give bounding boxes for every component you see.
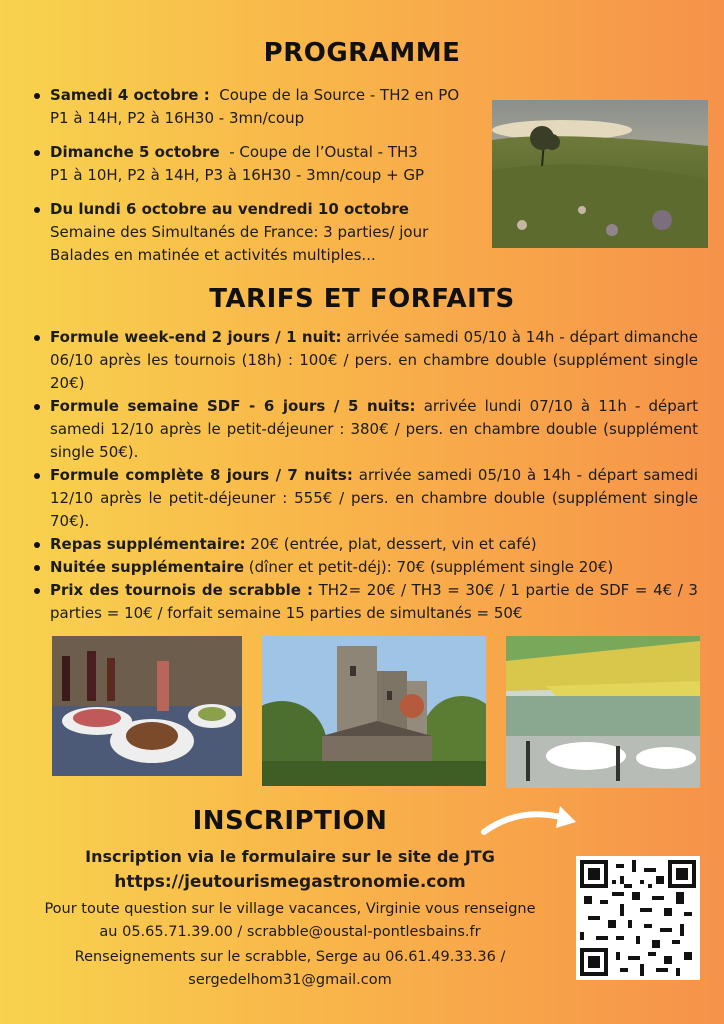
tarifs-title: TARIFS ET FORFAITS	[209, 284, 515, 314]
programme-line: Balades en matinée et activités multiples...	[50, 246, 376, 264]
programme-line: - Coupe de l’Oustal - TH3	[229, 143, 418, 161]
tarif-text: TH2= 20€ / TH3 = 30€ / 1 partie de SDF = 4€ / 3 parties = 10€ / forfait semaine 15 parties de simultanés = 50€	[50, 581, 698, 622]
landscape-photo	[492, 100, 708, 248]
inscription-url[interactable]: https://jeutourismegastronomie.com	[114, 872, 466, 892]
food-photo	[52, 636, 242, 776]
programme-item	[32, 141, 492, 187]
programme-date: Samedi 4 octobre :	[50, 86, 210, 104]
programme-date: Du lundi 6 octobre au vendredi 10 octobre	[50, 200, 409, 218]
castle-photo	[262, 636, 486, 786]
tarif-label: Formule week-end 2 jours / 1 nuit:	[50, 328, 342, 346]
tarif-label: Nuitée supplémentaire	[50, 558, 244, 576]
tarifs-list	[32, 326, 698, 625]
tarif-label: Formule complète 8 jours / 7 nuits:	[50, 466, 353, 484]
tarif-label: Prix des tournois de scrabble :	[50, 581, 313, 599]
inscription-instruction: Inscription via le formulaire sur le site de JTG	[85, 847, 495, 866]
curved-arrow-icon	[480, 800, 580, 840]
tarif-item	[32, 395, 698, 464]
programme-item	[32, 198, 492, 267]
programme-list	[32, 84, 492, 278]
tarif-text: 20€ (entrée, plat, dessert, vin et café)	[250, 535, 537, 553]
programme-title: PROGRAMME	[263, 38, 461, 68]
tarif-text: (dîner et petit-déj): 70€ (supplément single 20€)	[248, 558, 614, 576]
programme-line: P1 à 10H, P2 à 14H, P3 à 16H30 - 3mn/coup + GP	[50, 166, 425, 184]
programme-item	[32, 84, 492, 130]
tarif-label: Formule semaine SDF - 6 jours / 5 nuits:	[50, 397, 416, 415]
programme-date: Dimanche 5 octobre	[50, 143, 220, 161]
qr-code[interactable]	[576, 856, 700, 980]
tarif-item	[32, 556, 698, 579]
tarif-item	[32, 579, 698, 625]
tarif-item	[32, 326, 698, 395]
tarif-item	[32, 464, 698, 533]
terrace-photo	[506, 636, 700, 788]
tarif-text: arrivée lundi 07/10 à 11h - départ samedi 12/10 après le petit-déjeuner : 380€ / pers. en chambre double (supplément single 50€).	[50, 397, 698, 461]
tarif-item	[32, 533, 698, 556]
tarif-text: arrivée samedi 05/10 à 14h - départ dimanche 06/10 après les tournois (18h) : 100€ / pers. en chambre double (supplément single 20€)	[50, 328, 698, 392]
programme-line: Semaine des Simultanés de France: 3 parties/ jour	[50, 223, 429, 241]
programme-line: P1 à 14H, P2 à 16H30 - 3mn/coup	[50, 109, 305, 127]
inscription-title: INSCRIPTION	[192, 806, 388, 836]
contact-village: Pour toute question sur le village vacances, Virginie vous renseigne au 05.65.71.39.00 / scrabble@oustal-pontlesbains.fr	[44, 901, 536, 940]
tarif-text: arrivée samedi 05/10 à 14h - départ samedi 12/10 après le petit-déjeuner : 555€ / pers. en chambre double (supplément single 70€).	[50, 466, 698, 530]
programme-line: Coupe de la Source - TH2 en PO	[219, 86, 460, 104]
contact-scrabble: Renseignements sur le scrabble, Serge au 06.61.49.33.36 / sergedelhom31@gmail.com	[74, 949, 506, 988]
tarif-label: Repas supplémentaire:	[50, 535, 246, 553]
